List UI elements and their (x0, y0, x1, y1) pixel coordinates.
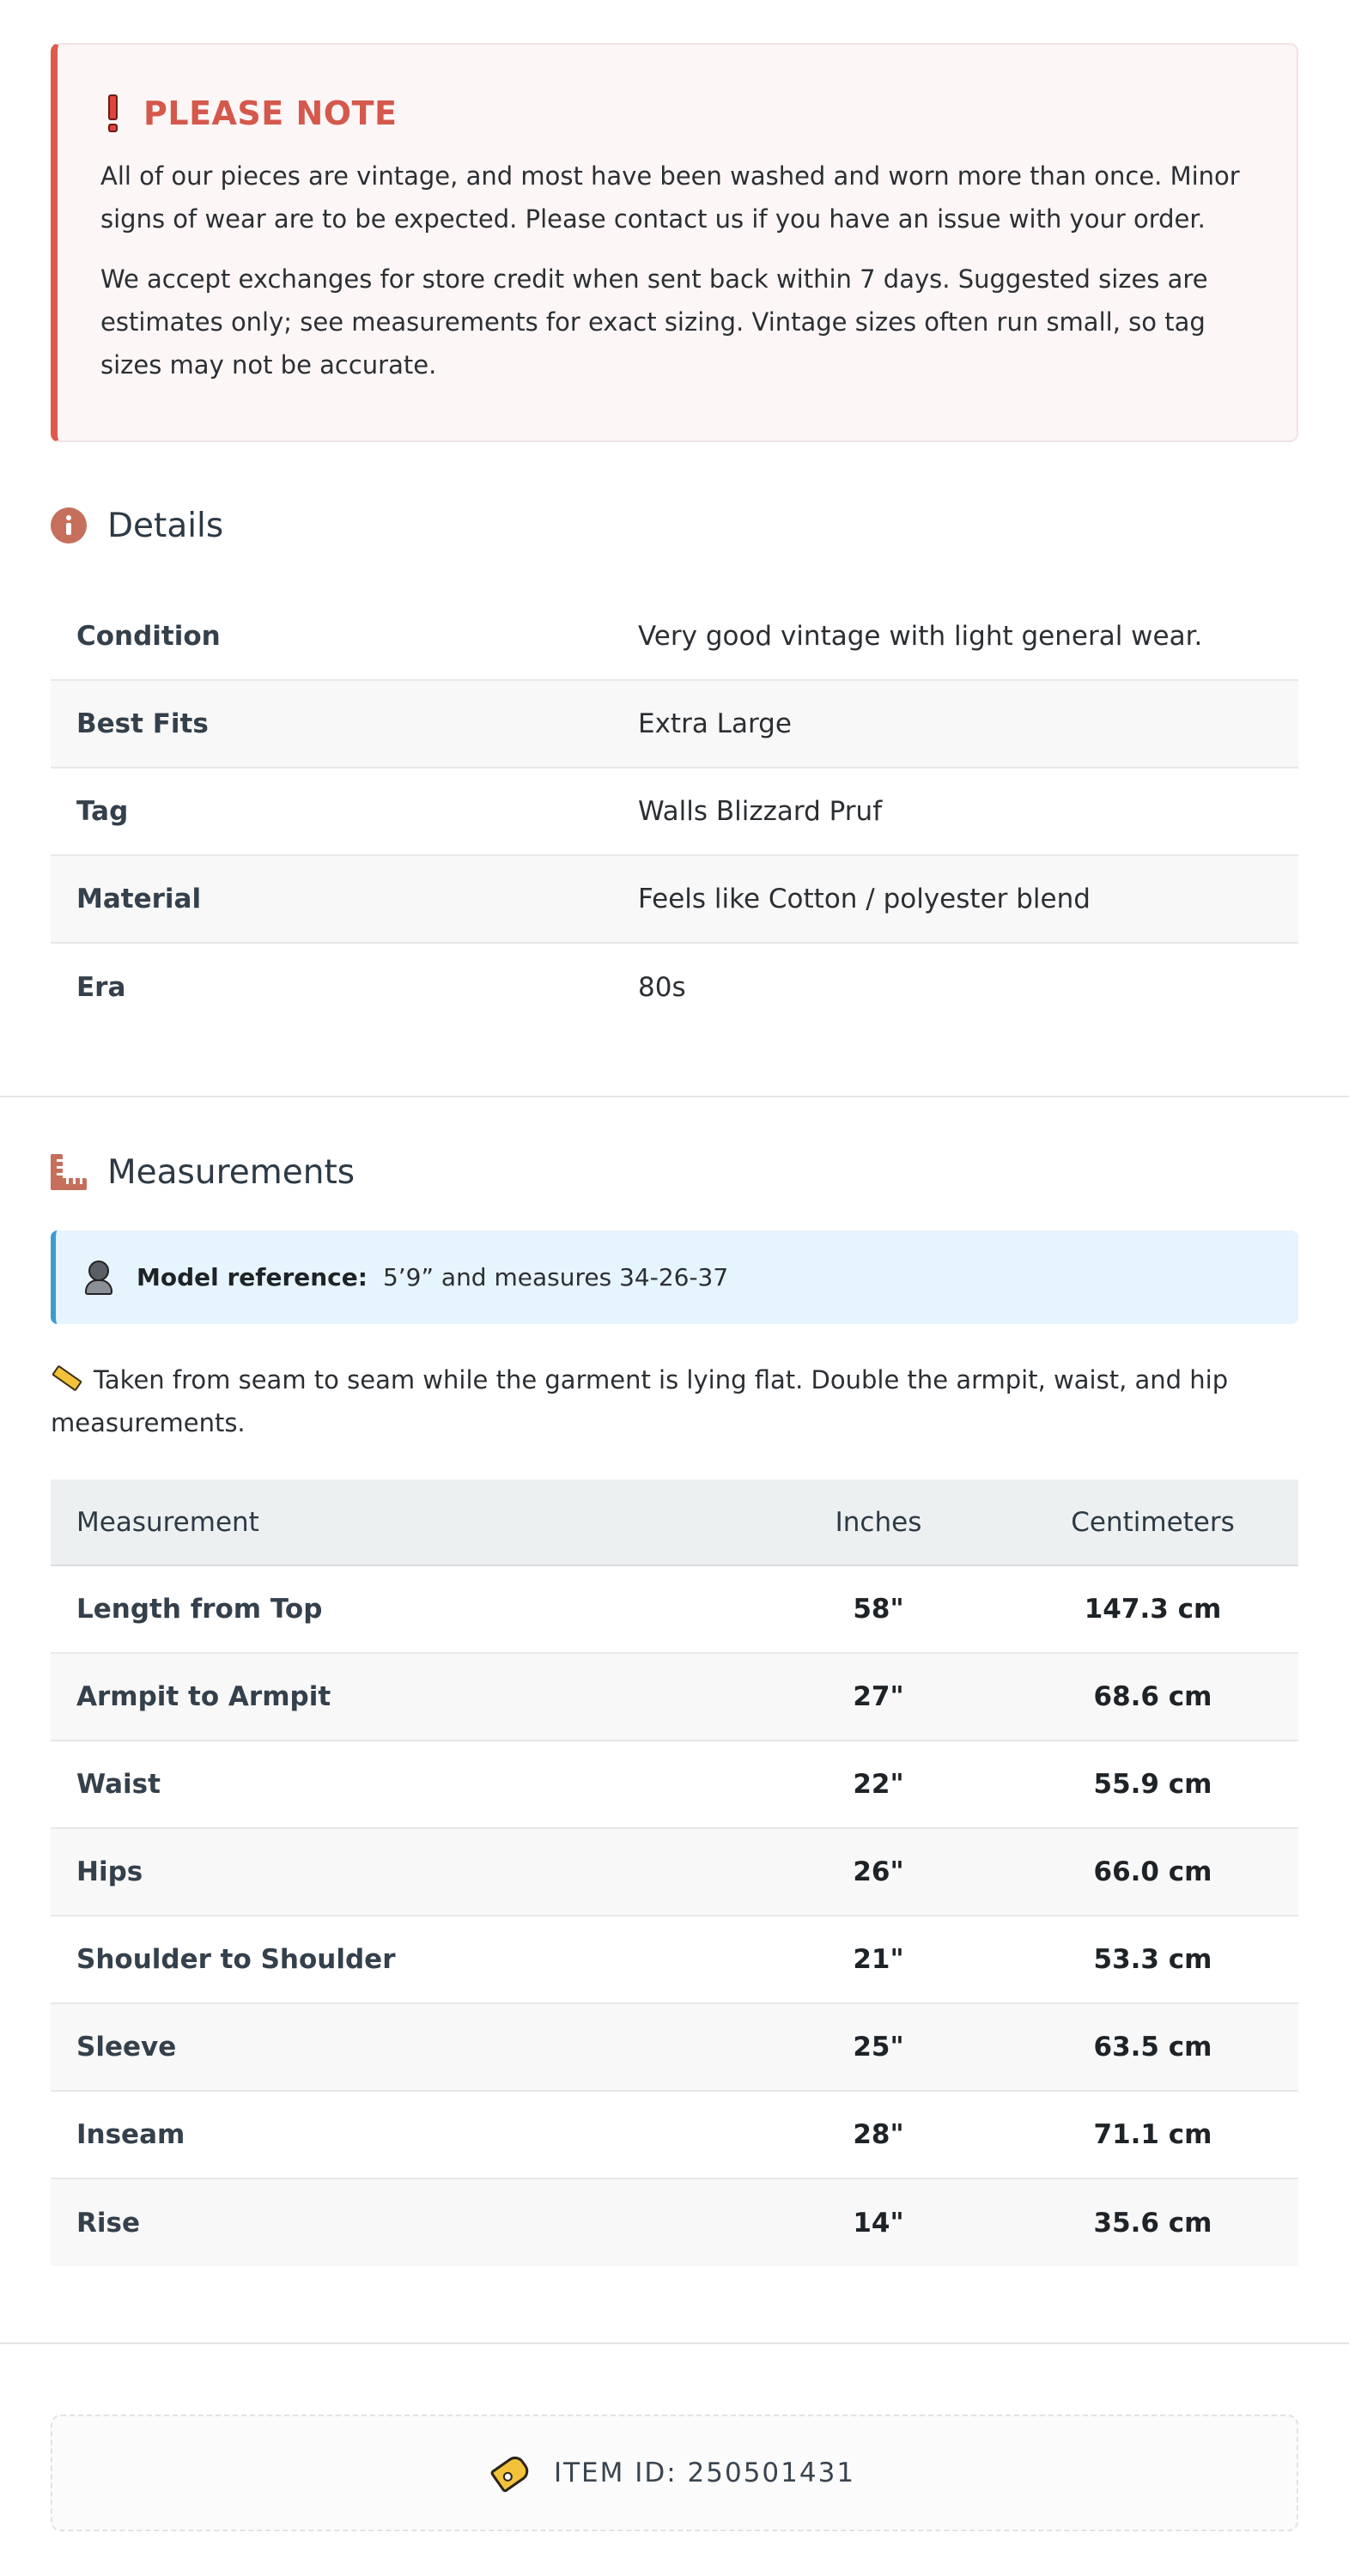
person-icon (83, 1261, 114, 1295)
table-row (51, 768, 1298, 855)
measurement-inches: 21" (750, 1916, 1007, 2003)
measurement-cm: 68.6 cm (1007, 1653, 1298, 1741)
pencil-icon (52, 1365, 82, 1392)
measurement-name: Armpit to Armpit (51, 1653, 750, 1741)
info-icon (51, 507, 87, 544)
item-id-label: ITEM ID: 250501431 (553, 2458, 856, 2488)
section-divider (0, 1096, 1349, 1097)
details-title: Details (107, 506, 224, 545)
model-reference (51, 1230, 1298, 1324)
table-row (51, 1828, 1298, 1916)
measurement-name: Length from Top (51, 1565, 750, 1653)
table-row (51, 943, 1298, 1030)
detail-label: Best Fits (51, 680, 612, 768)
measurement-name: Rise (51, 2178, 750, 2266)
measurement-cm: 71.1 cm (1007, 2091, 1298, 2178)
detail-value: Very good vintage with light general wear. (612, 592, 1298, 680)
measurement-inches: 26" (750, 1828, 1007, 1916)
detail-value: 80s (638, 971, 686, 1003)
measurement-cm: 66.0 cm (1007, 1828, 1298, 1916)
measurement-cm: 147.3 cm (1007, 1565, 1298, 1653)
detail-value: Walls Blizzard Pruf (612, 768, 1298, 855)
table-row (51, 1565, 1298, 1653)
table-row (51, 2003, 1298, 2091)
tag-icon (489, 2452, 532, 2494)
details-table (51, 592, 1298, 1030)
measurement-name: Hips (51, 1828, 750, 1916)
column-header-inches: Inches (750, 1479, 1007, 1565)
notice-header (100, 93, 1254, 134)
detail-label: Material (51, 855, 612, 943)
measurement-note-text: Taken from seam to seam while the garment is lying flat. Double the armpit, waist, and hip measurements. (51, 1365, 1229, 1437)
table-row (51, 1741, 1298, 1828)
measurement-name: Waist (51, 1741, 750, 1828)
measurement-cm: 35.6 cm (1007, 2178, 1298, 2266)
table-row (51, 2091, 1298, 2178)
measurement-inches: 58" (750, 1565, 1007, 1653)
measurements-title: Measurements (107, 1152, 355, 1192)
section-divider (0, 2342, 1349, 2344)
measurement-inches: 22" (750, 1741, 1007, 1828)
detail-label: Tag (51, 768, 612, 855)
notice-paragraph-1: All of our pieces are vintage, and most have been washed and worn more than once. Minor signs of wear are to be expected. Please contact us if you have an issue with your order. (100, 161, 1240, 234)
measurements-header (51, 1148, 355, 1196)
table-row (51, 2178, 1298, 2266)
table-row (51, 592, 1298, 680)
table-row (51, 1653, 1298, 1741)
measurement-name: Inseam (51, 2091, 750, 2178)
measurement-note (51, 1358, 1298, 1444)
detail-value: Feels like Cotton / polyester blend (612, 855, 1298, 943)
detail-label: Era (76, 971, 126, 1003)
model-reference-label: Model reference: (137, 1263, 368, 1291)
table-row (51, 855, 1298, 943)
table-header-row (51, 1479, 1298, 1565)
measurement-inches: 14" (750, 2178, 1007, 2266)
column-header-measurement: Measurement (51, 1479, 750, 1565)
measurement-inches: 27" (750, 1653, 1007, 1741)
measurement-inches: 25" (750, 2003, 1007, 2091)
notice-box (51, 43, 1298, 442)
measurement-cm: 55.9 cm (1007, 1741, 1298, 1828)
model-reference-value: 5’9” and measures 34-26-37 (382, 1263, 729, 1291)
item-id-box (51, 2415, 1298, 2531)
notice-title: PLEASE NOTE (143, 94, 398, 132)
detail-value: Extra Large (612, 680, 1298, 768)
measurement-cm: 53.3 cm (1007, 1916, 1298, 2003)
measurement-inches: 28" (750, 2091, 1007, 2178)
measurements-table (51, 1479, 1298, 2266)
table-row (51, 1916, 1298, 2003)
measurement-name: Sleeve (51, 2003, 750, 2091)
exclamation-icon (100, 94, 125, 132)
measurement-name: Shoulder to Shoulder (51, 1916, 750, 2003)
table-row (51, 680, 1298, 768)
measurement-cm: 63.5 cm (1007, 2003, 1298, 2091)
column-header-centimeters: Centimeters (1007, 1479, 1298, 1565)
ruler-icon (51, 1154, 87, 1190)
notice-paragraph-2: We accept exchanges for store credit when sent back within 7 days. Suggested sizes are estimates only; see measurements for exact sizing. Vintage sizes often run small, so tag sizes may not be accurate. (100, 264, 1208, 380)
details-header (51, 501, 223, 550)
detail-label: Condition (51, 592, 612, 680)
